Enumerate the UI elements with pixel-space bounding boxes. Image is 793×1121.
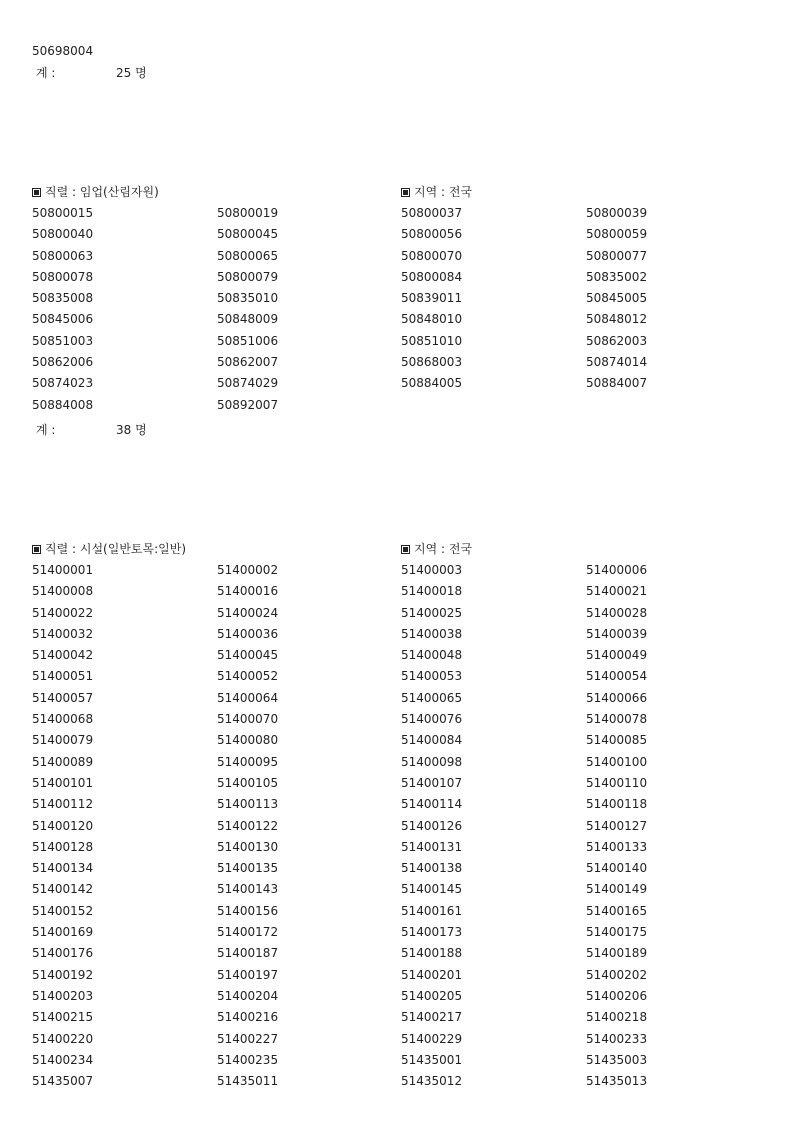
- table-row: [0, 946, 793, 967]
- id-cell: 50868003: [401, 355, 463, 370]
- id-cell: 50862003: [586, 333, 648, 348]
- id-cell: 51400022: [32, 605, 94, 620]
- table-row: [0, 819, 793, 840]
- table-row: [0, 606, 793, 627]
- total-count: 38 명: [116, 423, 147, 437]
- section-right-header: [401, 542, 472, 556]
- table-row: [0, 355, 793, 376]
- id-cell: 51400021: [586, 584, 648, 599]
- id-cell: 51435007: [32, 1074, 94, 1089]
- id-cell: 50835008: [32, 291, 94, 306]
- id-cell: 51400068: [32, 712, 94, 727]
- id-cell: 51400189: [586, 946, 648, 961]
- id-cell: 50862007: [217, 355, 279, 370]
- id-cell: 51400173: [401, 925, 463, 940]
- id-cell: 51400080: [217, 733, 279, 748]
- id-cell: 50874029: [217, 376, 279, 391]
- id-cell: 51400052: [217, 669, 279, 684]
- id-cell: 51400204: [217, 988, 279, 1003]
- id-cell: 51400218: [586, 1010, 648, 1025]
- square-bullet-icon: [32, 188, 41, 197]
- section-left-header: [32, 185, 159, 199]
- id-cell: 51400140: [586, 861, 648, 876]
- id-cell: 51400065: [401, 690, 463, 705]
- id-cell: 51400085: [586, 733, 648, 748]
- id-cell: 51400142: [32, 882, 94, 897]
- id-cell: 51400156: [217, 903, 279, 918]
- id-cell: 51400227: [217, 1031, 279, 1046]
- id-cell: 51400084: [401, 733, 463, 748]
- id-cell: 50800059: [586, 227, 648, 242]
- id-cell: 51400028: [586, 605, 648, 620]
- id-cell: 51400202: [586, 967, 648, 982]
- id-cell: 51435003: [586, 1052, 648, 1067]
- id-cell: 50800065: [217, 248, 279, 263]
- id-cell: 51400098: [401, 754, 463, 769]
- region-label: 지역 : 전국: [414, 542, 473, 556]
- id-cell: 51400205: [401, 988, 463, 1003]
- id-cell: 51400133: [586, 839, 648, 854]
- table-row: [0, 797, 793, 818]
- id-cell: 51400234: [32, 1052, 94, 1067]
- id-cell: 51400053: [401, 669, 463, 684]
- table-row: [0, 733, 793, 754]
- id-cell: 51400076: [401, 712, 463, 727]
- id-grid: [0, 206, 793, 419]
- table-row: [0, 398, 793, 419]
- table-row: [0, 584, 793, 605]
- table-row: [0, 776, 793, 797]
- id-cell: 50800078: [32, 269, 94, 284]
- id-cell: 51400024: [217, 605, 279, 620]
- id-cell: 51400235: [217, 1052, 279, 1067]
- square-bullet-icon: [401, 188, 410, 197]
- id-cell: 51400113: [217, 797, 279, 812]
- id-cell: 51400001: [32, 563, 94, 577]
- table-row: [0, 755, 793, 776]
- id-cell: 51400118: [586, 797, 648, 812]
- id-cell: 51400095: [217, 754, 279, 769]
- series-label: 직렬 : 시설(일반토목:일반): [45, 542, 186, 556]
- table-row: [0, 840, 793, 861]
- id-cell: 50800039: [586, 206, 648, 220]
- total-count: 25 명: [116, 66, 147, 80]
- id-cell: 50884007: [586, 376, 648, 391]
- id-cell: 51400016: [217, 584, 279, 599]
- table-row: [0, 563, 793, 584]
- id-cell: 51400048: [401, 648, 463, 663]
- table-row: [0, 249, 793, 270]
- id-cell: 51400197: [217, 967, 279, 982]
- id-cell: 50835010: [217, 291, 279, 306]
- id-cell: 51400025: [401, 605, 463, 620]
- id-cell: 51400161: [401, 903, 463, 918]
- id-cell: 51400172: [217, 925, 279, 940]
- id-cell: 50800040: [32, 227, 94, 242]
- id-cell: 51400042: [32, 648, 94, 663]
- id-cell: 51400130: [217, 839, 279, 854]
- trailing-id: 50698004: [32, 44, 94, 58]
- id-cell: 51400003: [401, 563, 463, 577]
- id-cell: 51400057: [32, 690, 94, 705]
- id-cell: 51400122: [217, 818, 279, 833]
- section-total: [36, 423, 147, 437]
- id-cell: 50800079: [217, 269, 279, 284]
- id-cell: 51400066: [586, 690, 648, 705]
- id-cell: 50848010: [401, 312, 463, 327]
- table-row: [0, 904, 793, 925]
- table-row: [0, 648, 793, 669]
- table-row: [0, 334, 793, 355]
- id-cell: 51400216: [217, 1010, 279, 1025]
- table-row: [0, 691, 793, 712]
- table-row: [0, 861, 793, 882]
- id-cell: 50800077: [586, 248, 648, 263]
- id-cell: 51400176: [32, 946, 94, 961]
- id-cell: 51400120: [32, 818, 94, 833]
- table-row: [0, 270, 793, 291]
- id-cell: 51400152: [32, 903, 94, 918]
- id-cell: 51400006: [586, 563, 648, 577]
- table-row: [0, 968, 793, 989]
- id-cell: 50862006: [32, 355, 94, 370]
- id-cell: 51400127: [586, 818, 648, 833]
- id-cell: 51400206: [586, 988, 648, 1003]
- id-cell: 51400134: [32, 861, 94, 876]
- id-cell: 50800070: [401, 248, 463, 263]
- id-cell: 51400233: [586, 1031, 648, 1046]
- id-cell: 51400188: [401, 946, 463, 961]
- id-cell: 50848009: [217, 312, 279, 327]
- id-cell: 51400110: [586, 775, 648, 790]
- id-cell: 51400105: [217, 775, 279, 790]
- id-cell: 50800084: [401, 269, 463, 284]
- id-cell: 51400145: [401, 882, 463, 897]
- top-total: [36, 66, 147, 80]
- table-row: [0, 291, 793, 312]
- table-row: [0, 882, 793, 903]
- id-cell: 51400169: [32, 925, 94, 940]
- id-cell: 51400079: [32, 733, 94, 748]
- id-cell: 51400128: [32, 839, 94, 854]
- id-cell: 51400215: [32, 1010, 94, 1025]
- series-label: 직렬 : 임업(산림자원): [45, 185, 159, 199]
- id-cell: 51400051: [32, 669, 94, 684]
- id-cell: 51400175: [586, 925, 648, 940]
- id-cell: 51400165: [586, 903, 648, 918]
- id-cell: 51400002: [217, 563, 279, 577]
- table-row: [0, 669, 793, 690]
- id-cell: 51400126: [401, 818, 463, 833]
- total-label: 계 :: [36, 66, 56, 80]
- id-cell: 51400036: [217, 626, 279, 641]
- table-row: [0, 227, 793, 248]
- id-cell: 50800015: [32, 206, 94, 220]
- section-right-header: [401, 185, 472, 199]
- square-bullet-icon: [32, 545, 41, 554]
- id-cell: 51435013: [586, 1074, 648, 1089]
- id-cell: 50800063: [32, 248, 94, 263]
- id-cell: 50884005: [401, 376, 463, 391]
- id-cell: 51400135: [217, 861, 279, 876]
- table-row: [0, 1010, 793, 1031]
- id-cell: 50800037: [401, 206, 463, 220]
- table-row: [0, 1053, 793, 1074]
- id-cell: 51400138: [401, 861, 463, 876]
- table-row: [0, 712, 793, 733]
- id-cell: 51435001: [401, 1052, 463, 1067]
- id-cell: 51400203: [32, 988, 94, 1003]
- table-row: [0, 1032, 793, 1053]
- id-cell: 51435012: [401, 1074, 463, 1089]
- id-cell: 51400032: [32, 626, 94, 641]
- table-row: [0, 989, 793, 1010]
- id-cell: 50851010: [401, 333, 463, 348]
- id-cell: 51400220: [32, 1031, 94, 1046]
- id-cell: 50845006: [32, 312, 94, 327]
- id-cell: 51400064: [217, 690, 279, 705]
- id-cell: 51400070: [217, 712, 279, 727]
- table-row: [0, 925, 793, 946]
- table-row: [0, 206, 793, 227]
- id-cell: 51400192: [32, 967, 94, 982]
- id-cell: 50835002: [586, 269, 648, 284]
- id-cell: 51400101: [32, 775, 94, 790]
- id-cell: 51400054: [586, 669, 648, 684]
- id-cell: 51400229: [401, 1031, 463, 1046]
- id-cell: 50845005: [586, 291, 648, 306]
- id-cell: 50800045: [217, 227, 279, 242]
- id-cell: 51400149: [586, 882, 648, 897]
- id-cell: 50874023: [32, 376, 94, 391]
- id-cell: 51400131: [401, 839, 463, 854]
- id-cell: 51400201: [401, 967, 463, 982]
- id-cell: 51400049: [586, 648, 648, 663]
- id-grid: [0, 563, 793, 1095]
- id-cell: 51400217: [401, 1010, 463, 1025]
- id-cell: 51400143: [217, 882, 279, 897]
- id-cell: 51400045: [217, 648, 279, 663]
- id-cell: 51400100: [586, 754, 648, 769]
- id-cell: 51400089: [32, 754, 94, 769]
- id-cell: 50851006: [217, 333, 279, 348]
- id-cell: 50800056: [401, 227, 463, 242]
- section-left-header: [32, 542, 186, 556]
- id-cell: 51400078: [586, 712, 648, 727]
- id-cell: 50892007: [217, 397, 279, 412]
- region-label: 지역 : 전국: [414, 185, 473, 199]
- id-cell: 51400018: [401, 584, 463, 599]
- id-cell: 51400114: [401, 797, 463, 812]
- id-cell: 51435011: [217, 1074, 279, 1089]
- total-label: 계 :: [36, 423, 56, 437]
- id-cell: 51400107: [401, 775, 463, 790]
- table-row: [0, 376, 793, 397]
- id-cell: 51400187: [217, 946, 279, 961]
- table-row: [0, 627, 793, 648]
- table-row: [0, 312, 793, 333]
- id-cell: 50800019: [217, 206, 279, 220]
- id-cell: 50874014: [586, 355, 648, 370]
- id-cell: 50848012: [586, 312, 648, 327]
- id-cell: 51400038: [401, 626, 463, 641]
- id-cell: 50884008: [32, 397, 94, 412]
- id-cell: 50839011: [401, 291, 463, 306]
- square-bullet-icon: [401, 545, 410, 554]
- table-row: [0, 1074, 793, 1095]
- id-cell: 51400008: [32, 584, 94, 599]
- id-cell: 51400112: [32, 797, 94, 812]
- id-cell: 50851003: [32, 333, 94, 348]
- id-cell: 51400039: [586, 626, 648, 641]
